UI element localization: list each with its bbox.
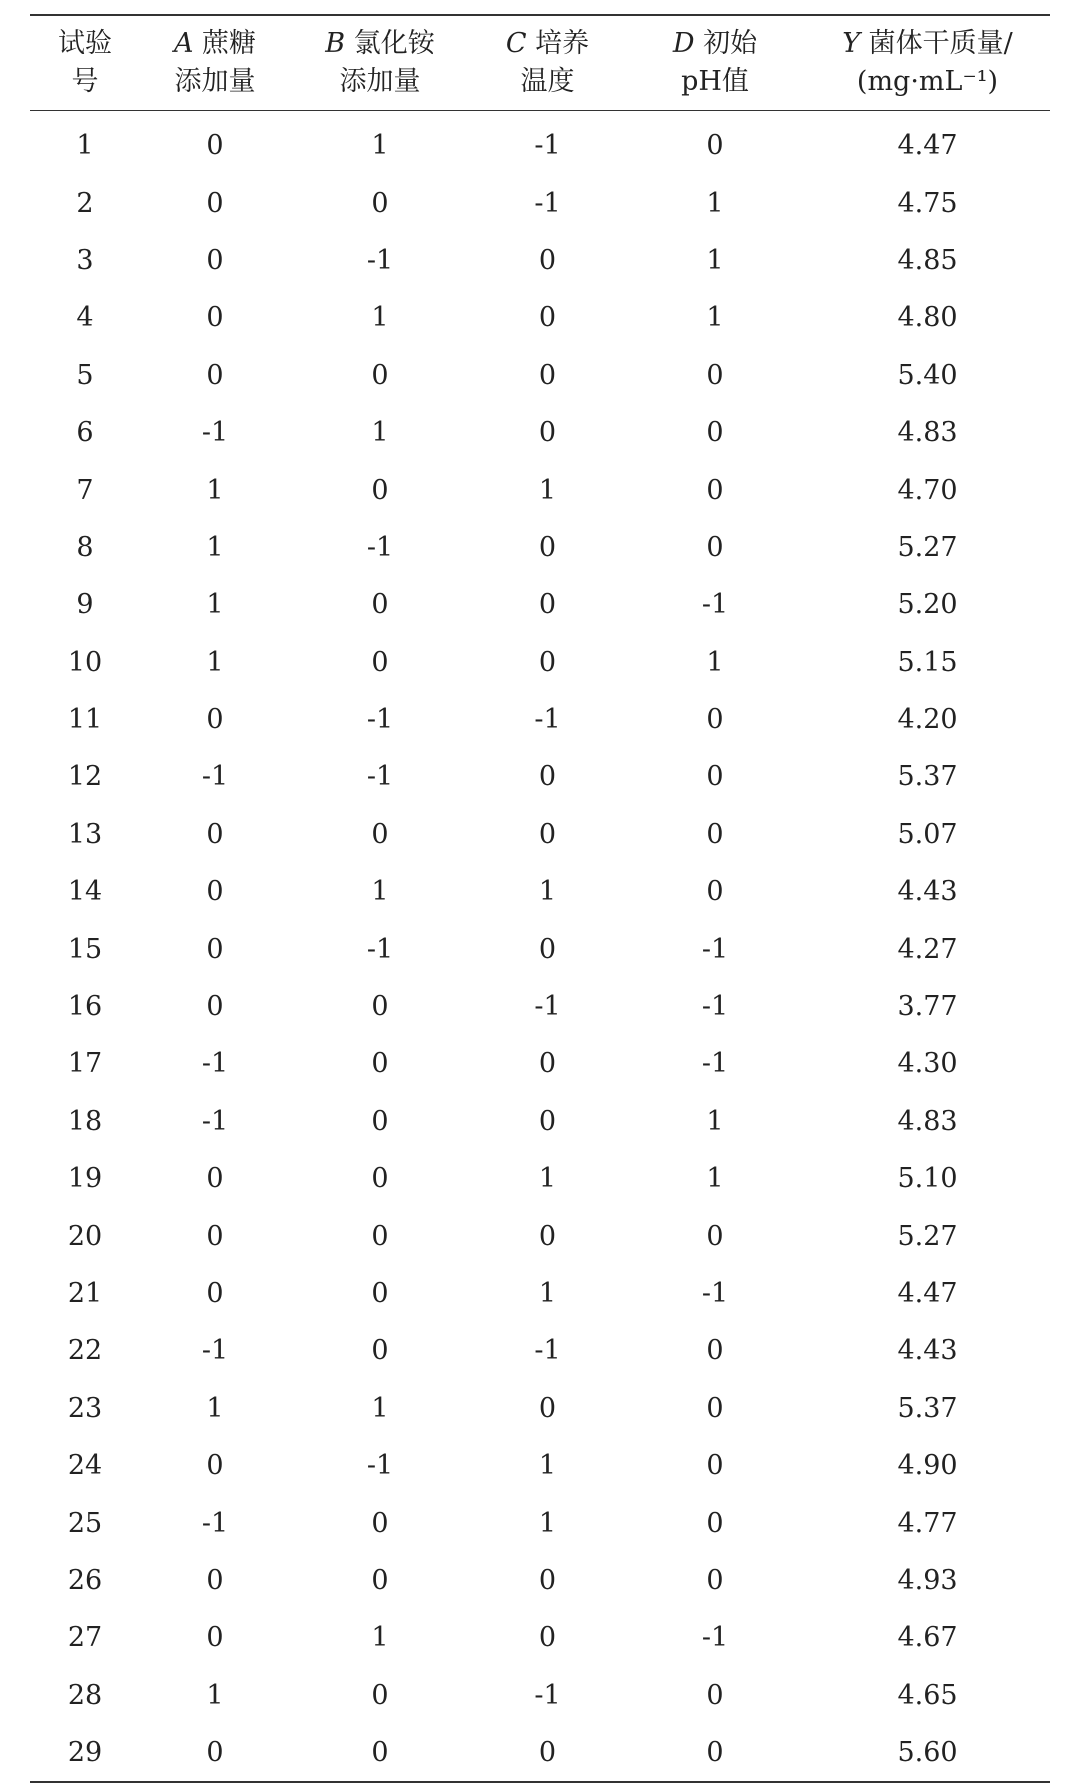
- header-run-number: [30, 15, 140, 111]
- cell-factor-c: 0: [538, 302, 557, 334]
- header-factor-d-text1: 初始: [703, 28, 758, 59]
- cell-response-y: 4.77: [897, 1507, 958, 1539]
- cell-factor-c: 0: [538, 646, 557, 678]
- cell-factor-c: 1: [538, 1450, 557, 1482]
- cell-factor-d: 1: [706, 646, 724, 678]
- cell-response-y: 5.27: [897, 1220, 958, 1252]
- cell-factor-d: -1: [701, 1048, 729, 1080]
- cell-factor-a: 0: [206, 1163, 224, 1195]
- cell-run-number: 3: [76, 244, 94, 276]
- cell-factor-a: 0: [206, 1220, 224, 1252]
- cell-factor-a: -1: [201, 1048, 229, 1080]
- table-row: [30, 691, 1050, 748]
- cell-factor-d: 0: [706, 1220, 724, 1252]
- header-factor-c: [470, 15, 625, 111]
- header-run-number-line2: 号: [71, 66, 99, 97]
- table-body: [30, 111, 1050, 1783]
- cell-response-y: 4.83: [897, 417, 958, 449]
- cell-factor-b: 0: [371, 1335, 389, 1367]
- cell-factor-c: 0: [538, 761, 557, 793]
- cell-factor-d: 1: [706, 244, 724, 276]
- table-row: [30, 806, 1050, 863]
- cell-run-number: 19: [67, 1163, 103, 1195]
- table-row: [30, 1265, 1050, 1322]
- cell-factor-a: -1: [201, 1105, 229, 1137]
- table-row: [30, 1380, 1050, 1437]
- cell-response-y: 4.65: [897, 1679, 958, 1711]
- cell-run-number: 14: [67, 876, 103, 908]
- table-row: [30, 1609, 1050, 1666]
- cell-factor-c: -1: [534, 991, 561, 1023]
- cell-response-y: 3.77: [897, 991, 958, 1023]
- cell-factor-c: 0: [538, 1392, 557, 1424]
- cell-response-y: 5.27: [897, 531, 958, 563]
- header-factor-d: [625, 15, 805, 111]
- cell-factor-d: 0: [706, 1392, 724, 1424]
- cell-factor-d: -1: [701, 991, 729, 1023]
- cell-factor-b: -1: [366, 244, 394, 276]
- cell-run-number: 10: [67, 646, 103, 678]
- cell-factor-d: -1: [701, 933, 729, 965]
- cell-response-y: 5.07: [897, 818, 958, 850]
- header-run-number-line1: 试验: [58, 28, 112, 59]
- cell-factor-c: 0: [538, 818, 557, 850]
- table-row: [30, 1437, 1050, 1494]
- cell-factor-b: 0: [371, 1737, 389, 1769]
- header-factor-c-line2: 温度: [520, 66, 575, 97]
- cell-run-number: 22: [67, 1335, 103, 1367]
- cell-factor-c: 0: [538, 933, 557, 965]
- cell-factor-a: -1: [201, 417, 229, 449]
- cell-factor-a: 0: [206, 1450, 224, 1482]
- cell-factor-d: 1: [706, 187, 724, 219]
- cell-factor-c: 0: [538, 1048, 557, 1080]
- cell-run-number: 18: [67, 1105, 103, 1137]
- cell-run-number: 6: [76, 417, 94, 449]
- cell-factor-c: 0: [538, 589, 557, 621]
- table-row: [30, 1035, 1050, 1092]
- cell-run-number: 25: [67, 1507, 103, 1539]
- cell-response-y: 4.70: [897, 474, 958, 506]
- cell-run-number: 27: [67, 1622, 103, 1654]
- cell-factor-a: 0: [206, 187, 224, 219]
- cell-factor-c: 0: [538, 1564, 557, 1596]
- cell-factor-a: 0: [206, 1278, 224, 1309]
- cell-factor-d: 0: [706, 474, 724, 506]
- cell-factor-c: -1: [534, 704, 561, 736]
- cell-factor-c: 0: [538, 1105, 557, 1137]
- cell-factor-d: 0: [706, 761, 724, 793]
- cell-run-number: 12: [67, 761, 103, 793]
- cell-factor-b: 1: [371, 302, 389, 334]
- cell-response-y: 4.67: [897, 1622, 958, 1654]
- header-row: [30, 15, 1050, 111]
- cell-factor-d: 0: [706, 1450, 724, 1482]
- cell-run-number: 24: [67, 1450, 103, 1482]
- cell-factor-d: 0: [706, 1679, 724, 1711]
- cell-factor-b: -1: [366, 704, 394, 736]
- cell-factor-c: 0: [538, 1622, 557, 1654]
- cell-factor-c: 0: [538, 531, 557, 563]
- table-row: [30, 289, 1050, 346]
- design-results-table: [30, 14, 1050, 1783]
- cell-factor-b: 1: [371, 1392, 389, 1424]
- cell-factor-d: 0: [706, 531, 724, 563]
- cell-factor-b: 0: [371, 1048, 389, 1080]
- cell-factor-b: 0: [371, 1564, 389, 1596]
- cell-factor-a: -1: [201, 1335, 229, 1367]
- cell-factor-a: 0: [206, 1622, 224, 1654]
- cell-factor-b: 0: [371, 1507, 389, 1539]
- table-row: [30, 1322, 1050, 1379]
- cell-factor-a: 0: [206, 130, 224, 162]
- header-response-y-line2: (mg·mL⁻¹): [856, 66, 999, 97]
- cell-factor-a: 0: [206, 359, 224, 391]
- cell-run-number: 16: [67, 991, 103, 1023]
- cell-factor-b: 1: [371, 417, 389, 449]
- header-factor-a-text1: 蔗糖: [202, 28, 257, 59]
- cell-factor-b: -1: [366, 761, 394, 793]
- cell-factor-a: 1: [206, 1392, 224, 1424]
- cell-factor-d: -1: [701, 1278, 729, 1309]
- cell-factor-b: 0: [371, 187, 389, 219]
- cell-factor-d: 0: [706, 417, 724, 449]
- cell-response-y: 4.47: [897, 1278, 958, 1309]
- design-results-table-wrap: [30, 14, 1050, 1783]
- table-row: [30, 634, 1050, 691]
- cell-response-y: 4.43: [897, 876, 958, 908]
- table-row: [30, 1494, 1050, 1551]
- cell-factor-d: 0: [706, 1335, 724, 1367]
- cell-factor-c: 1: [538, 1507, 557, 1539]
- cell-factor-c: 1: [538, 474, 557, 506]
- header-factor-d-letter: D: [672, 28, 695, 59]
- cell-factor-a: -1: [201, 761, 229, 793]
- cell-run-number: 8: [76, 531, 94, 563]
- table-row: [30, 1093, 1050, 1150]
- header-response-y: [805, 15, 1050, 111]
- cell-run-number: 5: [76, 359, 94, 391]
- cell-response-y: 4.93: [897, 1564, 958, 1596]
- cell-factor-d: 0: [706, 359, 724, 391]
- cell-response-y: 4.75: [897, 187, 958, 219]
- cell-response-y: 4.27: [897, 933, 958, 965]
- cell-factor-b: 0: [371, 646, 389, 678]
- cell-factor-b: 0: [371, 991, 389, 1023]
- header-response-y-letter: Y: [842, 28, 861, 59]
- cell-run-number: 29: [67, 1737, 103, 1769]
- header-factor-b-text1: 氯化铵: [353, 28, 435, 59]
- cell-factor-d: 0: [706, 704, 724, 736]
- header-factor-b: [290, 15, 470, 111]
- cell-response-y: 4.43: [897, 1335, 958, 1367]
- table-row: [30, 404, 1050, 461]
- cell-factor-c: -1: [534, 1679, 561, 1711]
- cell-factor-c: 1: [538, 1278, 557, 1309]
- cell-factor-b: 0: [371, 359, 389, 391]
- cell-factor-d: 0: [706, 1507, 724, 1539]
- cell-response-y: 5.40: [897, 359, 958, 391]
- cell-factor-b: 0: [371, 1278, 389, 1309]
- cell-factor-a: 0: [206, 933, 224, 965]
- header-factor-c-text1: 培养: [535, 28, 590, 59]
- cell-factor-d: 1: [706, 302, 724, 334]
- cell-factor-a: -1: [201, 1507, 229, 1539]
- table-row: [30, 461, 1050, 518]
- table-row: [30, 978, 1050, 1035]
- cell-run-number: 26: [67, 1564, 103, 1596]
- cell-factor-c: -1: [534, 187, 561, 219]
- cell-run-number: 28: [67, 1679, 103, 1711]
- header-factor-d-line1: [625, 25, 805, 63]
- cell-factor-b: 1: [371, 876, 389, 908]
- cell-factor-c: 0: [538, 417, 557, 449]
- cell-response-y: 4.85: [897, 244, 958, 276]
- cell-factor-a: 1: [206, 589, 224, 621]
- cell-factor-d: 0: [706, 130, 724, 162]
- cell-factor-b: 0: [371, 1105, 389, 1137]
- header-factor-d-line2: pH值: [681, 66, 749, 97]
- table-row: [30, 748, 1050, 805]
- header-factor-a-line2: 添加量: [174, 66, 256, 97]
- cell-factor-c: -1: [534, 130, 561, 162]
- cell-factor-c: 0: [538, 1220, 557, 1252]
- cell-factor-a: 0: [206, 704, 224, 736]
- table-row: [30, 1724, 1050, 1782]
- cell-factor-d: 1: [706, 1105, 724, 1137]
- cell-response-y: 4.83: [897, 1105, 958, 1137]
- header-response-y-line1: [805, 25, 1050, 63]
- cell-factor-d: 0: [706, 818, 724, 850]
- header-factor-c-letter: C: [505, 28, 527, 59]
- cell-factor-b: -1: [366, 531, 394, 563]
- cell-factor-d: 1: [706, 1163, 724, 1195]
- cell-factor-c: 0: [538, 244, 557, 276]
- cell-run-number: 13: [67, 818, 103, 850]
- table-row: [30, 863, 1050, 920]
- table-row: [30, 1667, 1050, 1724]
- header-factor-a-letter: A: [173, 28, 194, 59]
- cell-factor-b: 0: [371, 1679, 389, 1711]
- table-row: [30, 174, 1050, 231]
- header-factor-b-letter: B: [325, 28, 346, 59]
- cell-factor-d: 0: [706, 876, 724, 908]
- cell-run-number: 4: [76, 302, 94, 334]
- cell-factor-c: 0: [538, 1737, 557, 1769]
- header-factor-a-line1: [140, 25, 290, 63]
- cell-run-number: 11: [67, 704, 103, 736]
- cell-factor-a: 0: [206, 991, 224, 1023]
- cell-factor-b: 0: [371, 818, 389, 850]
- table-row: [30, 576, 1050, 633]
- cell-factor-c: -1: [534, 1335, 561, 1367]
- table-row: [30, 920, 1050, 977]
- cell-factor-c: 1: [538, 876, 557, 908]
- cell-factor-d: 0: [706, 1564, 724, 1596]
- cell-factor-a: 0: [206, 818, 224, 850]
- cell-response-y: 4.80: [897, 302, 958, 334]
- header-factor-a: [140, 15, 290, 111]
- cell-factor-b: 1: [371, 130, 389, 162]
- cell-response-y: 5.20: [897, 589, 958, 621]
- cell-response-y: 5.37: [897, 761, 958, 793]
- cell-factor-d: 0: [706, 1737, 724, 1769]
- cell-factor-b: -1: [366, 1450, 394, 1482]
- cell-run-number: 9: [76, 589, 94, 621]
- cell-run-number: 2: [76, 187, 94, 219]
- cell-response-y: 4.30: [897, 1048, 958, 1080]
- cell-run-number: 15: [67, 933, 103, 965]
- header-factor-b-line2: 添加量: [339, 66, 421, 97]
- header-factor-c-line1: [470, 25, 625, 63]
- table-header: [30, 15, 1050, 111]
- cell-factor-a: 1: [206, 474, 224, 506]
- cell-factor-c: 0: [538, 359, 557, 391]
- cell-factor-a: 0: [206, 244, 224, 276]
- cell-response-y: 5.10: [897, 1163, 958, 1195]
- cell-run-number: 21: [67, 1278, 103, 1309]
- cell-factor-b: 0: [371, 1163, 389, 1195]
- cell-factor-d: -1: [701, 589, 729, 621]
- cell-factor-b: 0: [371, 474, 389, 506]
- table-row: [30, 1207, 1050, 1264]
- cell-run-number: 23: [67, 1392, 103, 1424]
- cell-response-y: 5.37: [897, 1392, 958, 1424]
- cell-factor-b: 1: [371, 1622, 389, 1654]
- table-row: [30, 519, 1050, 576]
- cell-factor-a: 1: [206, 1679, 224, 1711]
- table-row: [30, 1150, 1050, 1207]
- cell-factor-d: -1: [701, 1622, 729, 1654]
- header-factor-b-line1: [290, 25, 470, 63]
- cell-run-number: 17: [67, 1048, 103, 1080]
- cell-response-y: 5.15: [897, 646, 958, 678]
- table-row: [30, 232, 1050, 289]
- table-row: [30, 347, 1050, 404]
- cell-run-number: 20: [67, 1220, 103, 1252]
- cell-run-number: 7: [76, 474, 94, 506]
- cell-factor-a: 1: [206, 531, 224, 563]
- cell-run-number: 1: [76, 130, 94, 162]
- cell-response-y: 4.47: [897, 130, 958, 162]
- cell-factor-b: -1: [366, 933, 394, 965]
- cell-response-y: 5.60: [897, 1737, 958, 1769]
- header-response-y-text1: 菌体干质量/: [868, 28, 1013, 59]
- table-row: [30, 1552, 1050, 1609]
- cell-factor-b: 0: [371, 1220, 389, 1252]
- cell-response-y: 4.90: [897, 1450, 958, 1482]
- cell-factor-a: 0: [206, 1564, 224, 1596]
- cell-factor-a: 0: [206, 302, 224, 334]
- table-row: [30, 111, 1050, 175]
- cell-factor-a: 0: [206, 1737, 224, 1769]
- cell-response-y: 4.20: [897, 704, 958, 736]
- cell-factor-a: 1: [206, 646, 224, 678]
- cell-factor-a: 0: [206, 876, 224, 908]
- cell-factor-b: 0: [371, 589, 389, 621]
- cell-factor-c: 1: [538, 1163, 557, 1195]
